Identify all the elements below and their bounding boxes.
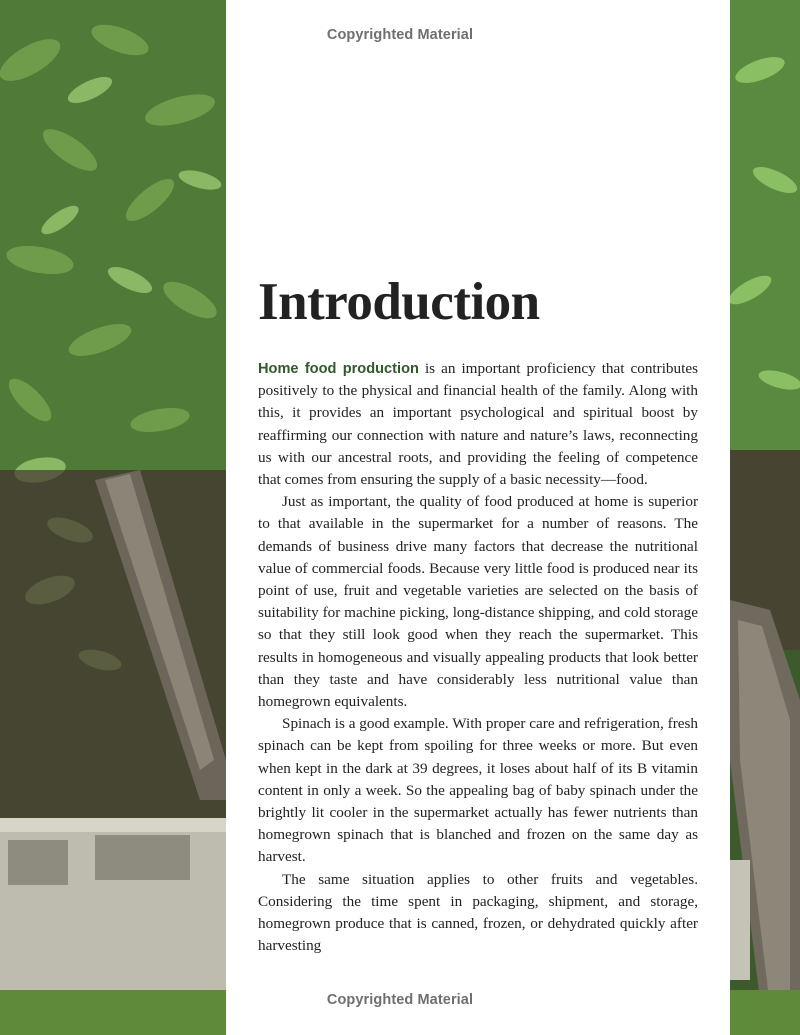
garden-illustration-left xyxy=(0,0,226,1035)
page-title: Introduction xyxy=(258,273,540,331)
book-page xyxy=(226,0,730,1035)
body-text xyxy=(258,358,698,957)
lead-phrase: Home food production xyxy=(258,361,419,377)
paragraph-4: The same situation applies to other fruits and vegetables. Considering the time spent in packaging, shipment, and storage, homegrown produce that is canned, frozen, or dehydrated quickly after harvesting xyxy=(258,870,698,955)
paragraph-1 xyxy=(258,358,698,491)
paragraph-3: Spinach is a good example. With proper care and refrigeration, fresh spinach can be kept from spoiling for three weeks or more. But even when kept in the dark at 39 degrees, it loses about half of its B vitamin content in only a week. So the appealing bag of baby spinach under the brightly lit cooler in the supermarket actually has fewer nutrients than homegrown spinach that is blanched and frozen on the same day as harvest. xyxy=(258,715,698,866)
watermark-bottom: Copyrighted Material xyxy=(326,992,474,1008)
garden-photo-right xyxy=(730,0,800,1035)
paragraph-2: Just as important, the quality of food produced at home is superior to that available in the supermarket for a number of reasons. The demands of business drive many factors that decrease the nutritional value of commercial foods. Because very little food is produced near its point of use, fruit and vegetable varieties are selected on the basis of suitability for machine picking, long-distance shipping, and cold storage so that they still look good when they reach the supermarket. This results in homogeneous and visually appealing products that look better than they taste and have considerably less nutritional value than homegrown equivalents. xyxy=(258,493,698,711)
watermark-top: Copyrighted Material xyxy=(326,27,474,43)
paragraph-1-text: is an important proficiency that contributes positively to the physical and financial health of the family. Along with this, it provides an important psychological and spiritual boost by reaffirming our connection with nature and nature’s laws, reconnecting us with our ancestral roots, and providing the feeling of competence that comes from ensuring the supply of a basic necessity—food. xyxy=(258,360,698,489)
garden-illustration-right xyxy=(730,0,800,1035)
garden-photo-left xyxy=(0,0,226,1035)
